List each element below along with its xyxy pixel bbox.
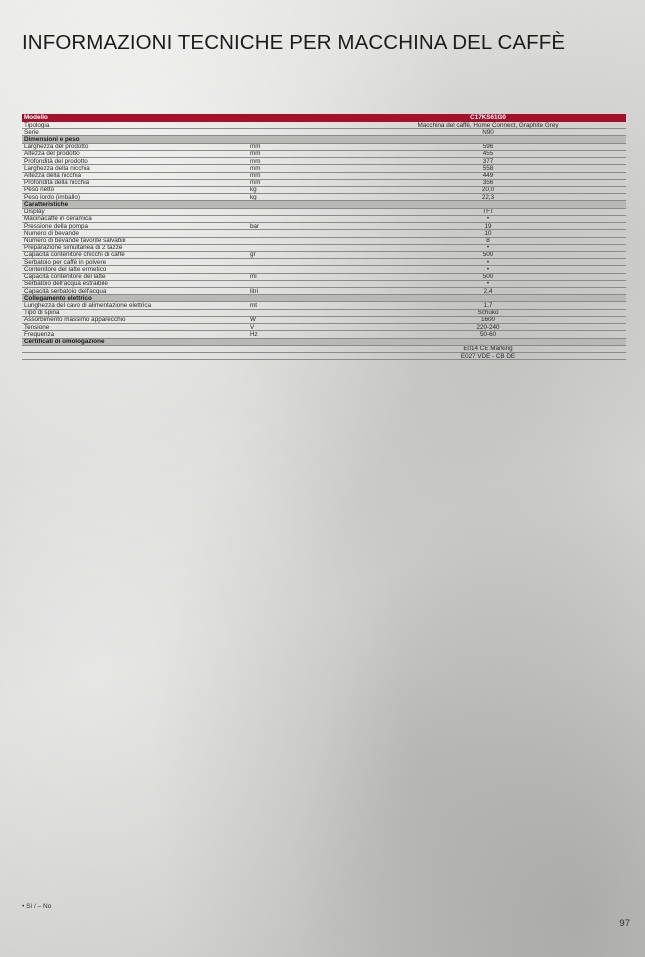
spec-unit: W xyxy=(250,316,256,324)
spec-label: Tipologia xyxy=(24,122,50,129)
spec-value: E014 CE Marking xyxy=(463,345,513,353)
page-title: INFORMAZIONI TECNICHE PER MACCHINA DEL CAFFÈ xyxy=(22,31,566,54)
spec-label: Capacità serbatoio dell'acqua xyxy=(24,288,107,295)
spec-label: Larghezza della nicchia xyxy=(24,165,90,172)
spec-unit: mm xyxy=(250,179,261,187)
table-row xyxy=(22,266,626,273)
spec-value: 22,3 xyxy=(481,194,495,201)
section-header-row xyxy=(22,201,626,208)
table-row xyxy=(22,180,626,187)
spec-value: 2,4 xyxy=(483,288,493,295)
spec-label: Altezza del prodotto xyxy=(24,150,80,158)
spec-label: Peso netto xyxy=(24,186,55,194)
spec-label: Serbatoio per caffè in polvere xyxy=(24,259,107,266)
table-row xyxy=(22,230,626,237)
spec-unit: mm xyxy=(250,165,261,172)
spec-value: N90 xyxy=(482,129,494,136)
spec-label: Numero di bevande xyxy=(24,230,79,237)
table-row xyxy=(22,331,626,338)
spec-value: 50-60 xyxy=(479,331,497,338)
table-body xyxy=(22,122,626,360)
spec-label: Profondità della nicchia xyxy=(24,179,90,187)
spec-unit: mm xyxy=(250,172,261,180)
table-row xyxy=(22,245,626,252)
spec-value: E027 VDE - CB DE xyxy=(460,353,516,360)
spec-value: 377 xyxy=(482,158,494,165)
table-row xyxy=(22,281,626,288)
table-row xyxy=(22,158,626,165)
table-row xyxy=(22,209,626,216)
section-title: Collegamento elettrico xyxy=(24,295,92,302)
table-row xyxy=(22,310,626,317)
spec-label: Tensione xyxy=(24,324,50,331)
header-label: Modello xyxy=(24,114,48,121)
spec-unit: ml xyxy=(250,273,257,281)
spec-label: Tipo di spina xyxy=(24,309,60,317)
table-row xyxy=(22,238,626,245)
spec-label: Contenitore del latte ermetico xyxy=(24,266,107,273)
spec-unit: kg xyxy=(250,186,257,194)
table-row xyxy=(22,259,626,266)
spec-label: Altezza della nicchia xyxy=(24,172,82,180)
spec-unit: mm xyxy=(250,150,261,158)
header-model: C17KS61G0 xyxy=(470,114,506,121)
spec-unit: Hz xyxy=(250,331,258,338)
table-row xyxy=(22,252,626,259)
spec-value: 500 xyxy=(482,251,494,259)
section-header-row xyxy=(22,295,626,302)
spec-label: Frequenza xyxy=(24,331,55,338)
page-number: 97 xyxy=(619,918,630,929)
spec-value: • xyxy=(486,259,490,266)
spec-label: Peso lordo (imballo) xyxy=(24,194,80,201)
section-title: Dimensioni e peso xyxy=(24,136,80,143)
spec-value: TFT xyxy=(482,208,494,216)
spec-value: • xyxy=(486,280,490,288)
spec-value: 19 xyxy=(484,223,492,230)
spec-value: 8 xyxy=(486,237,490,244)
spec-label: Assorbimento massimo apparecchio xyxy=(24,316,126,324)
spec-value: Macchina del caffè, Home Connect, Graphite Grey xyxy=(417,122,559,129)
spec-value: 1600 xyxy=(480,316,495,324)
section-title: Caratteristiche xyxy=(24,201,69,208)
table-row xyxy=(22,216,626,223)
table-row xyxy=(22,151,626,158)
spec-unit: gr xyxy=(250,251,256,259)
spec-value: 356 xyxy=(482,179,494,187)
spec-unit: kg xyxy=(250,194,257,201)
spec-value: 449 xyxy=(482,172,494,180)
spec-unit: V xyxy=(250,324,255,331)
spec-unit: mt xyxy=(250,302,257,309)
table-row xyxy=(22,122,626,129)
spec-value: • xyxy=(486,215,490,223)
section-header-row xyxy=(22,136,626,143)
table-row xyxy=(22,194,626,201)
table-row xyxy=(22,288,626,295)
spec-value: 455 xyxy=(482,150,494,158)
spec-value: 20,0 xyxy=(481,186,495,194)
spec-value: 558 xyxy=(482,165,494,172)
spec-label: Lunghezza del cavo di alimentazione elettrica xyxy=(24,302,152,309)
section-header-row xyxy=(22,339,626,346)
spec-label: Larghezza del prodotto xyxy=(24,143,89,151)
table-header-row xyxy=(22,114,626,122)
spec-value: 220-240 xyxy=(476,324,500,331)
spec-label: Profondità del prodotto xyxy=(24,158,88,165)
spec-unit: litri xyxy=(250,288,259,295)
spec-label: Capacità contenitore del latte xyxy=(24,273,106,281)
spec-label: Preparazione simultanea di 2 tazze xyxy=(24,244,123,252)
spec-value: 1,7 xyxy=(483,302,493,309)
legend-footnote: • Sì / – No xyxy=(22,903,52,910)
spec-label: Serbatoio dell'acqua estraibile xyxy=(24,280,108,288)
spec-value: Schuko xyxy=(477,309,499,317)
spec-label: Serie xyxy=(24,129,39,136)
spec-label: Pressione della pompa xyxy=(24,223,89,230)
spec-label: Numero di bevande favorite salvabili xyxy=(24,237,126,244)
spec-table xyxy=(22,114,626,360)
spec-label: Display xyxy=(24,208,45,216)
table-row xyxy=(22,317,626,324)
table-row xyxy=(22,324,626,331)
table-row xyxy=(22,302,626,309)
table-row xyxy=(22,129,626,136)
section-title: Certificati di omologazione xyxy=(24,338,105,346)
spec-value: • xyxy=(486,266,490,273)
spec-unit: mm xyxy=(250,158,261,165)
table-row xyxy=(22,353,626,360)
table-row xyxy=(22,274,626,281)
spec-unit: bar xyxy=(250,223,260,230)
table-row xyxy=(22,346,626,353)
table-row xyxy=(22,187,626,194)
table-row xyxy=(22,173,626,180)
spec-label: Capacità contenitore chicchi di caffè xyxy=(24,251,125,259)
spec-value: • xyxy=(486,244,490,252)
table-row xyxy=(22,144,626,151)
spec-value: 500 xyxy=(482,273,494,281)
spec-unit: mm xyxy=(250,143,261,151)
table-row xyxy=(22,223,626,230)
spec-value: 596 xyxy=(482,143,494,151)
spec-value: 10 xyxy=(484,230,492,237)
table-row xyxy=(22,165,626,172)
spec-label: Macinacaffè in ceramica xyxy=(24,215,92,223)
